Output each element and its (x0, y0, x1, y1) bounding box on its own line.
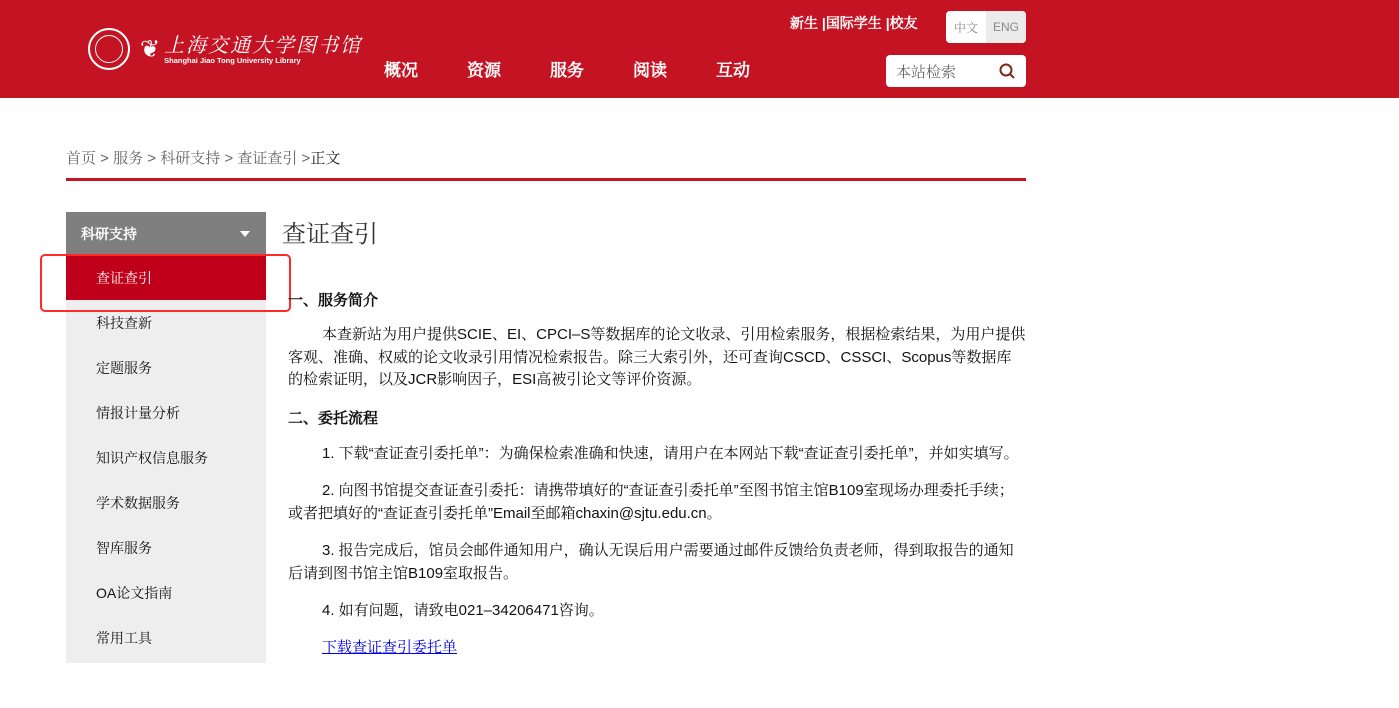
breadcrumb: 首页 > 服务 > 科研支持 > 查证查引 >正文 (66, 150, 341, 167)
crumb-home[interactable]: 首页 (66, 150, 97, 167)
link-international[interactable]: 国际学生 (825, 15, 882, 31)
intro-paragraph: 本查新站为用户提供SCIE、EI、CPCI–S等数据库的论文收录、引用检索服务，根据检索结果，为用户提供客观、准确、权威的论文收录引用情况检索报告。除三大索引外，还可查询CSCD、CSSCI、Scopus等数据库的检索证明，以及JCR影响因子，ESI高被引论文等评价资源。 (288, 326, 1026, 388)
link-alumni[interactable]: 校友 (889, 15, 918, 31)
library-logo[interactable] (88, 28, 362, 70)
sidebar-item-sdi[interactable]: 定题服务 (96, 359, 152, 376)
sidebar-item-bibliometrics[interactable]: 情报计量分析 (96, 404, 180, 421)
step-paragraph: 1. 下载“查证查引委托单”：为确保检索准确和快速，请用户在本网站下载“查证查引委托单”，并如实填写。 (322, 444, 1019, 462)
nav-interaction[interactable]: 互动 (716, 61, 750, 80)
section-heading: 二、委托流程 (288, 409, 379, 427)
crumb-citation[interactable]: 查证查引 (237, 150, 298, 167)
article (282, 214, 1026, 657)
nav-services[interactable]: 服务 (550, 61, 584, 80)
link-freshmen[interactable]: 新生 (790, 15, 818, 31)
step-paragraph: 3. 报告完成后，馆员会邮件通知用户，确认无误后用户需要通过邮件反馈给负责老师，得到取报告的通知后请到图书馆主馆B109室取报告。 (288, 542, 1014, 582)
sidebar-item-ip[interactable]: 知识产权信息服务 (96, 449, 208, 466)
section-heading: 一、服务简介 (288, 292, 379, 309)
page-title: 查证查引 (282, 221, 378, 248)
site-search[interactable] (886, 55, 1026, 87)
step-paragraph: 4. 如有问题，请致电021–34206471咨询。 (322, 602, 604, 619)
logo-chinese: 上海交通大学图书馆 (164, 32, 363, 57)
site-header (0, 0, 1399, 98)
university-seal-icon (88, 28, 130, 70)
search-icon[interactable] (998, 62, 1016, 80)
nav-resources[interactable]: 资源 (467, 61, 501, 80)
highlight-box (40, 254, 291, 312)
crumb-services[interactable]: 服务 (113, 150, 144, 167)
sidebar-item-citation[interactable]: 查证查引 (66, 255, 266, 300)
crumb-current: 正文 (310, 150, 341, 167)
sidebar-item-novelty[interactable]: 科技查新 (96, 314, 152, 331)
sidebar-item-data[interactable]: 学术数据服务 (96, 494, 180, 511)
language-switch (946, 11, 1026, 43)
lang-english[interactable]: ENG (986, 11, 1026, 43)
sidebar-item-tools[interactable]: 常用工具 (96, 629, 152, 646)
download-form-link[interactable]: 下载查证查引委托单 (322, 638, 458, 656)
sidebar-item-oa[interactable]: OA论文指南 (96, 584, 173, 601)
nav-overview[interactable]: 概况 (384, 61, 418, 80)
nav-reading[interactable]: 阅读 (633, 61, 667, 80)
logo-english: Shanghai Jiao Tong University Library (164, 55, 301, 65)
search-input[interactable]: 本站检索 (896, 63, 957, 81)
sidebar-item-thinktank[interactable]: 智库服务 (96, 539, 152, 556)
caret-down-icon (240, 231, 250, 237)
sidebar-header[interactable] (66, 212, 266, 255)
divider (66, 178, 1026, 181)
lang-chinese[interactable]: 中文 (953, 20, 978, 35)
top-links: 新生 |国际学生 |校友 (790, 15, 918, 31)
library-mark-icon: ❦ (140, 35, 159, 63)
sidebar-title: 科研支持 (81, 225, 137, 242)
main-nav (384, 56, 750, 81)
step-paragraph: 2. 向图书馆提交查证查引委托：请携带填好的“查证查引委托单”至图书馆主馆B109室现场办理委托手续；或者把填好的“查证查引委托单”Email至邮箱chaxin@sjtu.edu.cn。 (288, 482, 1014, 522)
crumb-research[interactable]: 科研支持 (160, 150, 221, 167)
